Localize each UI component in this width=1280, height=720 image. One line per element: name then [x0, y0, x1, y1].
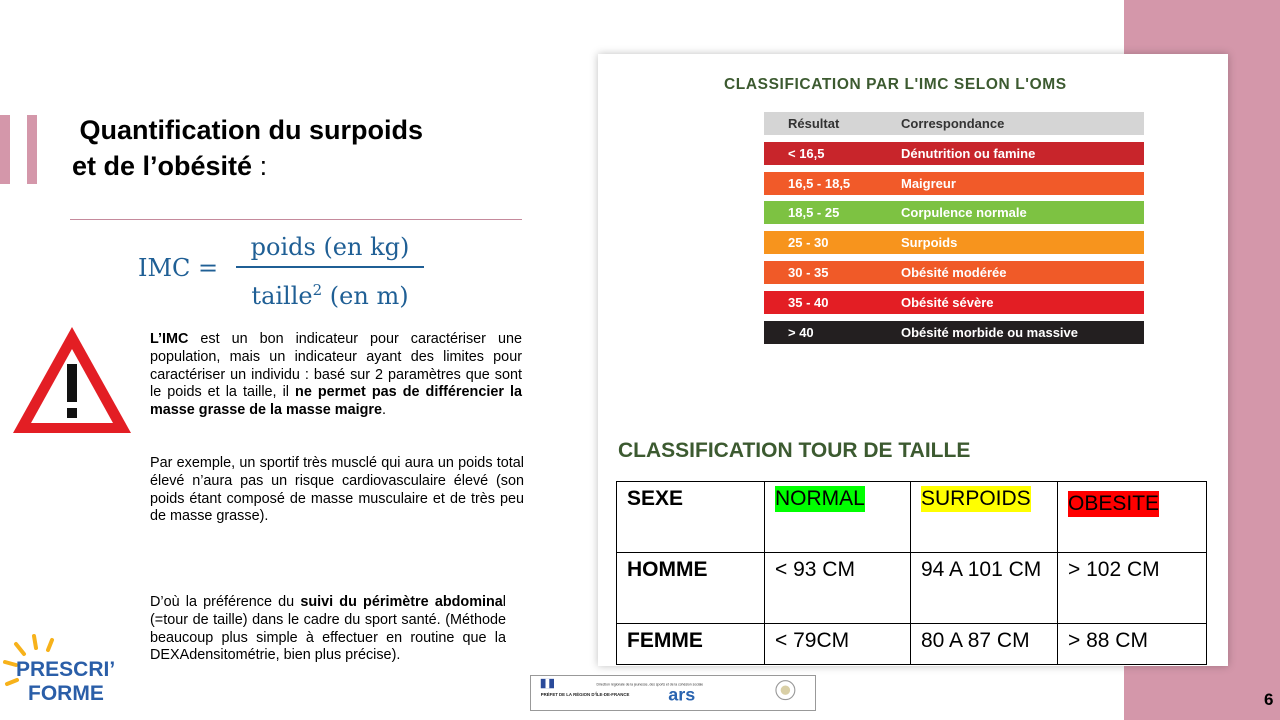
imc-row: [764, 172, 1144, 195]
waist-normal: < 79CM: [765, 624, 911, 665]
imc-limit-paragraph: [150, 331, 522, 420]
p1-bold-text: ne permet pas de différencier la masse grasse de la masse maigre: [150, 384, 522, 419]
prescri-forme-logo: [2, 632, 122, 712]
p3-text-end: l (=tour de taille) dans le cadre du sport santé. (Méthode beaucoup plus simple à effectuer en routine que la DEXAdensitométrie, bien plus précise).: [150, 594, 506, 664]
p3-bold-text: suivi du périmètre abdomina: [300, 594, 503, 610]
title-divider: [70, 219, 522, 220]
formula-denominator: [236, 268, 424, 310]
imc-row: [764, 231, 1144, 254]
imc-meaning: Corpulence normale: [901, 205, 1027, 221]
imc-result: 16,5 - 18,5: [788, 175, 851, 191]
imc-classification-table: [764, 112, 1144, 350]
imc-row: [764, 142, 1144, 165]
imc-table-header: [764, 112, 1144, 135]
slide-title: [72, 112, 532, 184]
imc-header-result: Résultat: [788, 116, 840, 131]
imc-meaning: Maigreur: [901, 175, 956, 191]
waist-obese: > 88 CM: [1058, 624, 1207, 665]
formula-numerator: poids (en kg): [250, 233, 410, 261]
waist-header-obese-cell: [1058, 482, 1207, 553]
waist-overweight: 80 A 87 CM: [911, 624, 1058, 665]
drjscs-logo-text: Direction régionale de la jeunesse, des sports et de la cohésion sociale: [596, 682, 704, 687]
waist-classification-heading: CLASSIFICATION TOUR DE TAILLE: [618, 439, 971, 462]
prescri-logo-line2: FORME: [28, 682, 104, 705]
p1-text: est un bon indicateur pour caractériser une population, mais un indicateur ayant des limites pour caractériser un individu : basé sur 2 paramètres que sont le poids et la taille, il: [150, 331, 522, 401]
formula-lhs: IMC =: [138, 254, 219, 282]
imc-meaning: Surpoids: [901, 235, 958, 251]
waist-sex: HOMME: [617, 553, 765, 624]
title-colon: :: [259, 151, 268, 181]
imc-classification-heading: CLASSIFICATION PAR L'IMC SELON L'OMS: [724, 76, 1067, 93]
p1-end: .: [382, 402, 386, 419]
imc-row: [764, 291, 1144, 314]
title-line1: Quantification du surpoids: [79, 115, 424, 145]
waist-classification-table: [616, 481, 1207, 665]
waist-sex: FEMME: [617, 624, 765, 665]
imc-result: 25 - 30: [788, 235, 829, 251]
imc-result: > 40: [788, 324, 814, 340]
waist-table-header-row: [617, 482, 1207, 553]
prescri-logo-line1: PRESCRI’: [16, 658, 116, 681]
waist-header-sex: SEXE: [617, 482, 765, 553]
example-paragraph: Par exemple, un sportif très musclé qui aura un poids total élevé n’aura pas un risque cardiovasculaire élevé (son poids étant composé de masse musculaire et de très peu de masse grasse).: [150, 455, 524, 525]
waist-preference-paragraph: [150, 594, 506, 665]
imc-row: [764, 321, 1144, 344]
waist-header-overweight: SURPOIDS: [921, 487, 1031, 510]
waist-header-overweight-cell: [911, 482, 1058, 553]
imc-result: 30 - 35: [788, 264, 829, 280]
table-row: [617, 553, 1207, 624]
denominator-base: taille: [251, 282, 313, 310]
imc-header-meaning: Correspondance: [901, 116, 1005, 131]
table-row: [617, 624, 1207, 665]
title-line2: et de l’obésité: [72, 151, 253, 181]
imc-meaning: Obésité morbide ou massive: [901, 324, 1079, 340]
waist-header-obese: OBESITE: [1068, 492, 1160, 515]
p3-text: D’où la préférence du: [150, 594, 301, 610]
formula-fraction: [236, 230, 424, 310]
title-accent-bar: [27, 115, 37, 184]
imc-result: < 16,5: [788, 145, 825, 161]
waist-overweight: 94 A 101 CM: [911, 553, 1058, 624]
warning-icon: [10, 324, 134, 436]
imc-meaning: Dénutrition ou famine: [901, 145, 1036, 161]
imc-result: 35 - 40: [788, 294, 829, 310]
imc-row: [764, 261, 1144, 284]
waist-header-normal-cell: [765, 482, 911, 553]
imc-meaning: Obésité sévère: [901, 294, 994, 310]
prefet-logo-text: PRÉFET DE LA RÉGION D’ÎLE-DE-FRANCE: [540, 691, 630, 697]
imc-bold: L’IMC: [150, 331, 189, 347]
title-accent-bar: [0, 115, 10, 184]
waist-normal: < 93 CM: [765, 553, 911, 624]
ars-logo-text: ars: [668, 684, 696, 705]
denominator-exponent: 2: [312, 281, 323, 299]
imc-row: [764, 201, 1144, 224]
waist-header-normal: NORMAL: [775, 487, 865, 510]
waist-obese: > 102 CM: [1058, 553, 1207, 624]
denominator-rest: (en m): [322, 282, 409, 310]
partner-logos: [530, 675, 816, 711]
imc-meaning: Obésité modérée: [901, 264, 1007, 280]
imc-result: 18,5 - 25: [788, 205, 840, 221]
page-number: 6: [1264, 690, 1274, 709]
